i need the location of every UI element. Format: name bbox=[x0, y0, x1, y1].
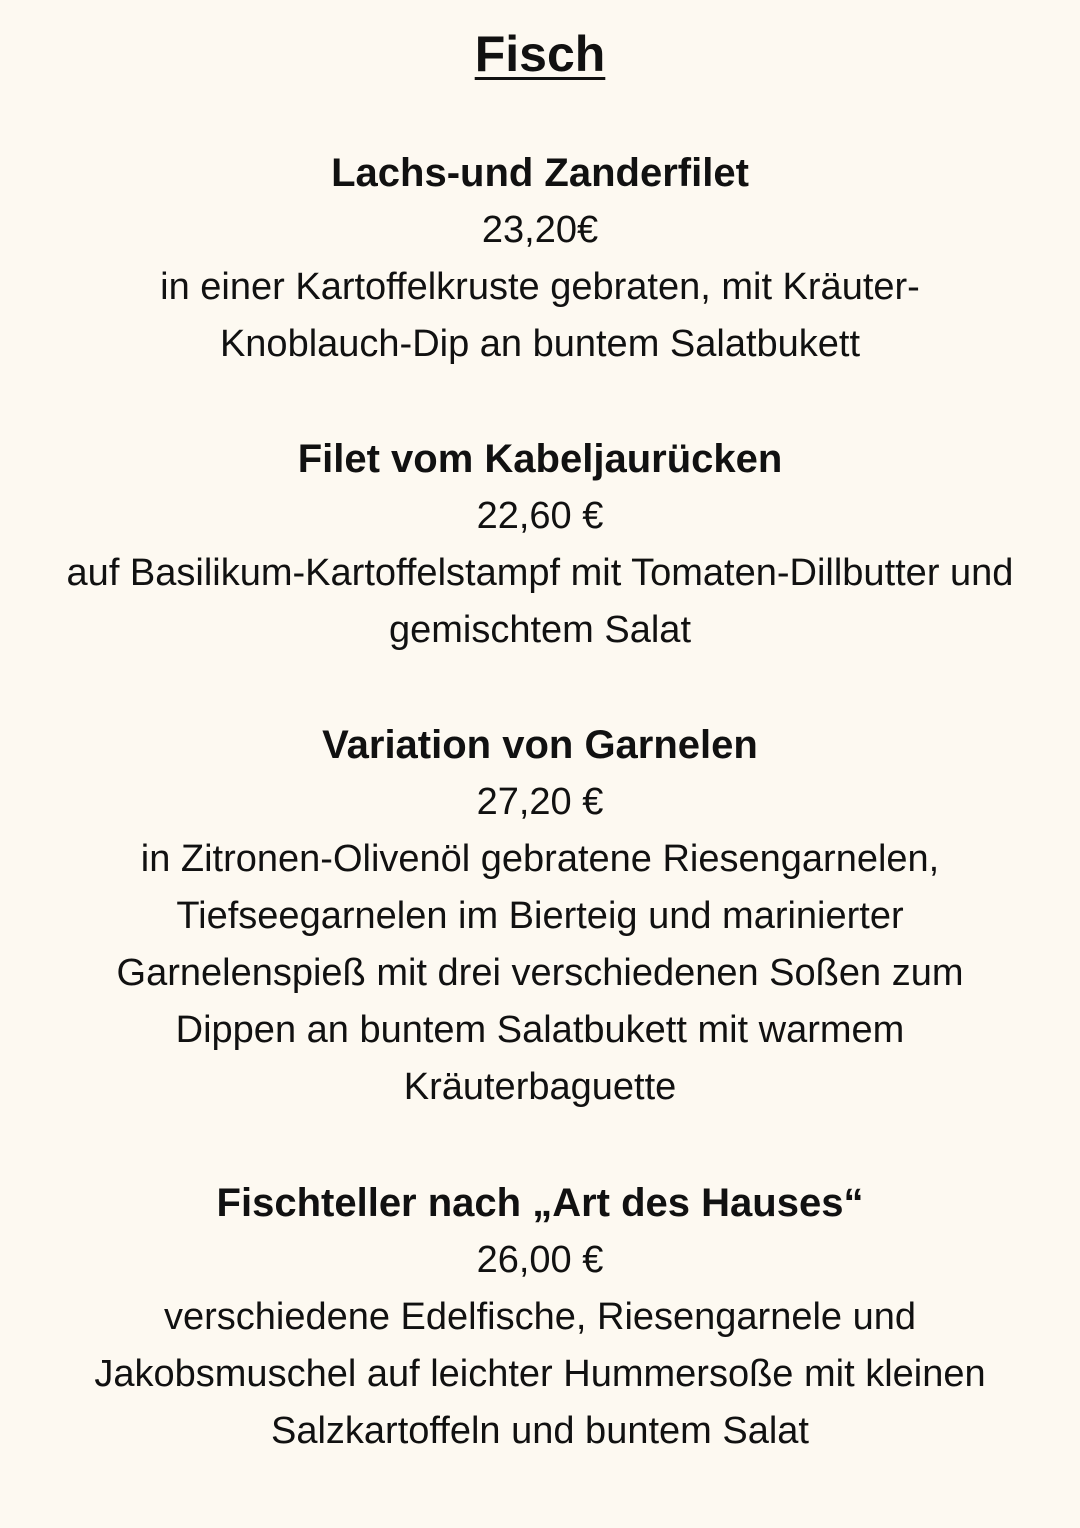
dish-price: 27,20 € bbox=[476, 781, 604, 823]
dish-name: Variation von Garnelen bbox=[322, 723, 758, 767]
section-title: Fisch bbox=[474, 26, 606, 82]
dish-description: verschiedene Edelfische, Riesengarnele und Jakobsmuschel auf leichter Hummersoße mit kleinen Salzkartoffeln und buntem Salat bbox=[94, 1296, 986, 1452]
dish-item bbox=[0, 431, 1080, 659]
dish-description: in Zitronen-Olivenöl gebratene Riesengarnelen, Tiefseegarnelen im Bierteig und marinierter Garnelenspieß mit drei verschiedenen Soßen zum Dippen an buntem Salatbukett mit warmem Kräuterbaguette bbox=[116, 838, 964, 1108]
dish-item bbox=[0, 717, 1080, 1116]
dish-name: Filet vom Kabeljaurücken bbox=[297, 437, 783, 481]
dish-price: 23,20€ bbox=[481, 209, 599, 251]
dish-name: Lachs-und Zanderfilet bbox=[331, 151, 749, 195]
dish-name: Fischteller nach „Art des Hauses“ bbox=[216, 1181, 864, 1225]
dish-description: auf Basilikum-Kartoffelstampf mit Tomaten-Dillbutter und gemischtem Salat bbox=[66, 552, 1014, 651]
dish-item bbox=[0, 1175, 1080, 1460]
dish-price: 26,00 € bbox=[476, 1239, 604, 1281]
dish-description: in einer Kartoffelkruste gebraten, mit Kräuter-Knoblauch-Dip an buntem Salatbukett bbox=[160, 266, 920, 365]
dish-item bbox=[0, 145, 1080, 373]
dish-price: 22,60 € bbox=[476, 495, 604, 537]
